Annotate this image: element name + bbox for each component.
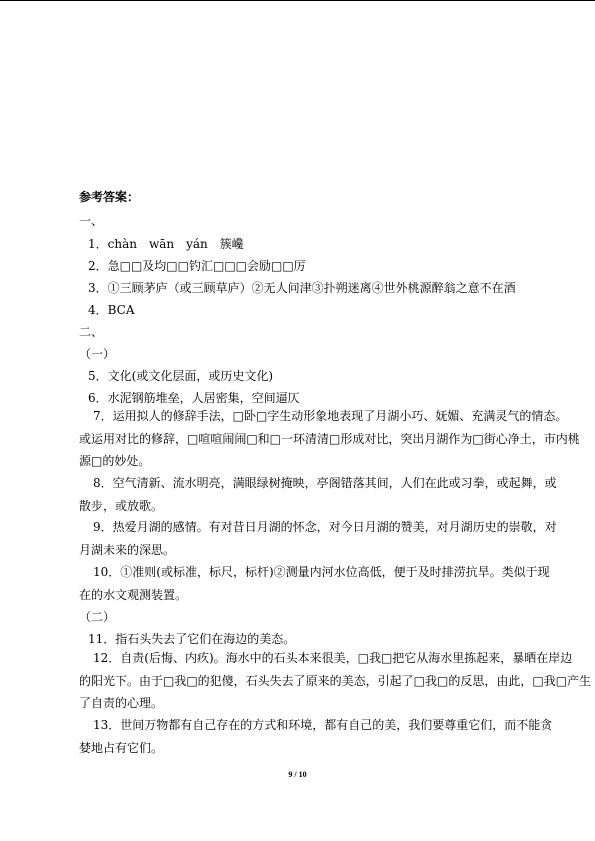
answer-12-line-2: 的阳光下。由于□我□的犯傻，石头失去了原来的美态，引起了□我□的反思，由此，□我□产生 bbox=[79, 673, 592, 688]
answer-13-line-2: 婪地占有它们。 bbox=[79, 740, 164, 755]
answer-9-line-1: 9．热爱月湖的感情。有对昔日月湖的怀念，对今日月湖的赞美，对月湖历史的崇敬，对 bbox=[93, 520, 557, 534]
answer-8-line-2: 散步，或放歌。 bbox=[79, 498, 164, 513]
answer-11: 11．指石头失去了它们在海边的美态。 bbox=[88, 632, 296, 646]
answer-2: 2．急□□及均□□钓汇□□□会励□□厉 bbox=[88, 259, 306, 273]
answer-7-line-1: 7．运用拟人的修辞手法，□卧□字生动形象地表现了月湖小巧、妩媚、充满灵气的情态。 bbox=[93, 409, 568, 423]
answer-7 bbox=[79, 405, 580, 473]
answer-9-line-2: 月湖未来的深思。 bbox=[79, 542, 176, 557]
section-two-label: 二、 bbox=[79, 325, 104, 339]
answer-7-line-2: 或运用对比的修辞，□喧喧闹闹□和□一环清清□形成对比，突出月湖作为□街心净土，市内桃 bbox=[79, 431, 580, 446]
answer-12-line-3: 了自责的心理。 bbox=[79, 696, 164, 710]
answer-12-line-1: 12．自责(后悔、内疚)。海水中的石头本来很美，□我□把它从海水里拣起来，暴晒在岸边 bbox=[93, 651, 573, 665]
page-number: 9 / 10 bbox=[288, 770, 307, 779]
answer-13-line-1: 13．世间万物都有自己存在的方式和环境，都有自己的美，我们要尊重它们，而不能贪 bbox=[93, 718, 553, 732]
answer-10-line-1: 10．①准则(或标准，标尺，标杆)②测量内河水位高低，便于及时排涝抗旱。类似于现 bbox=[93, 565, 550, 579]
answer-4: 4．BCA bbox=[88, 303, 135, 317]
answer-5: 5．文化(或文化层面，或历史文化) bbox=[88, 369, 273, 383]
answer-8-line-1: 8．空气清新、流水明亮，满眼绿树掩映，亭阁错落其间，人们在此或习拳，或起舞，或 bbox=[93, 476, 557, 490]
answer-13 bbox=[79, 714, 553, 759]
answer-6: 6．水泥钢筋堆垒，人居密集，空间逼仄 bbox=[88, 391, 300, 405]
answer-7-line-3: 源□的妙处。 bbox=[79, 454, 151, 468]
answer-heading: 参考答案： bbox=[79, 190, 140, 204]
answer-1: 1．chàn wān yán 簇巉 bbox=[88, 237, 244, 251]
answer-8 bbox=[79, 472, 557, 517]
subsection-one-label: （一） bbox=[79, 347, 116, 361]
subsection-two-label: （二） bbox=[79, 610, 116, 624]
answer-3: 3．①三顾茅庐（或三顾草庐）②无人问津③扑朔迷离④世外桃源醉翁之意不在酒 bbox=[88, 281, 516, 295]
top-border-line bbox=[0, 0, 595, 1]
answer-9 bbox=[79, 516, 557, 561]
answer-12 bbox=[79, 647, 592, 715]
answer-10 bbox=[79, 561, 550, 606]
answer-10-line-2: 在的水文观测装置。 bbox=[79, 587, 188, 602]
section-one-label: 一、 bbox=[79, 214, 104, 228]
